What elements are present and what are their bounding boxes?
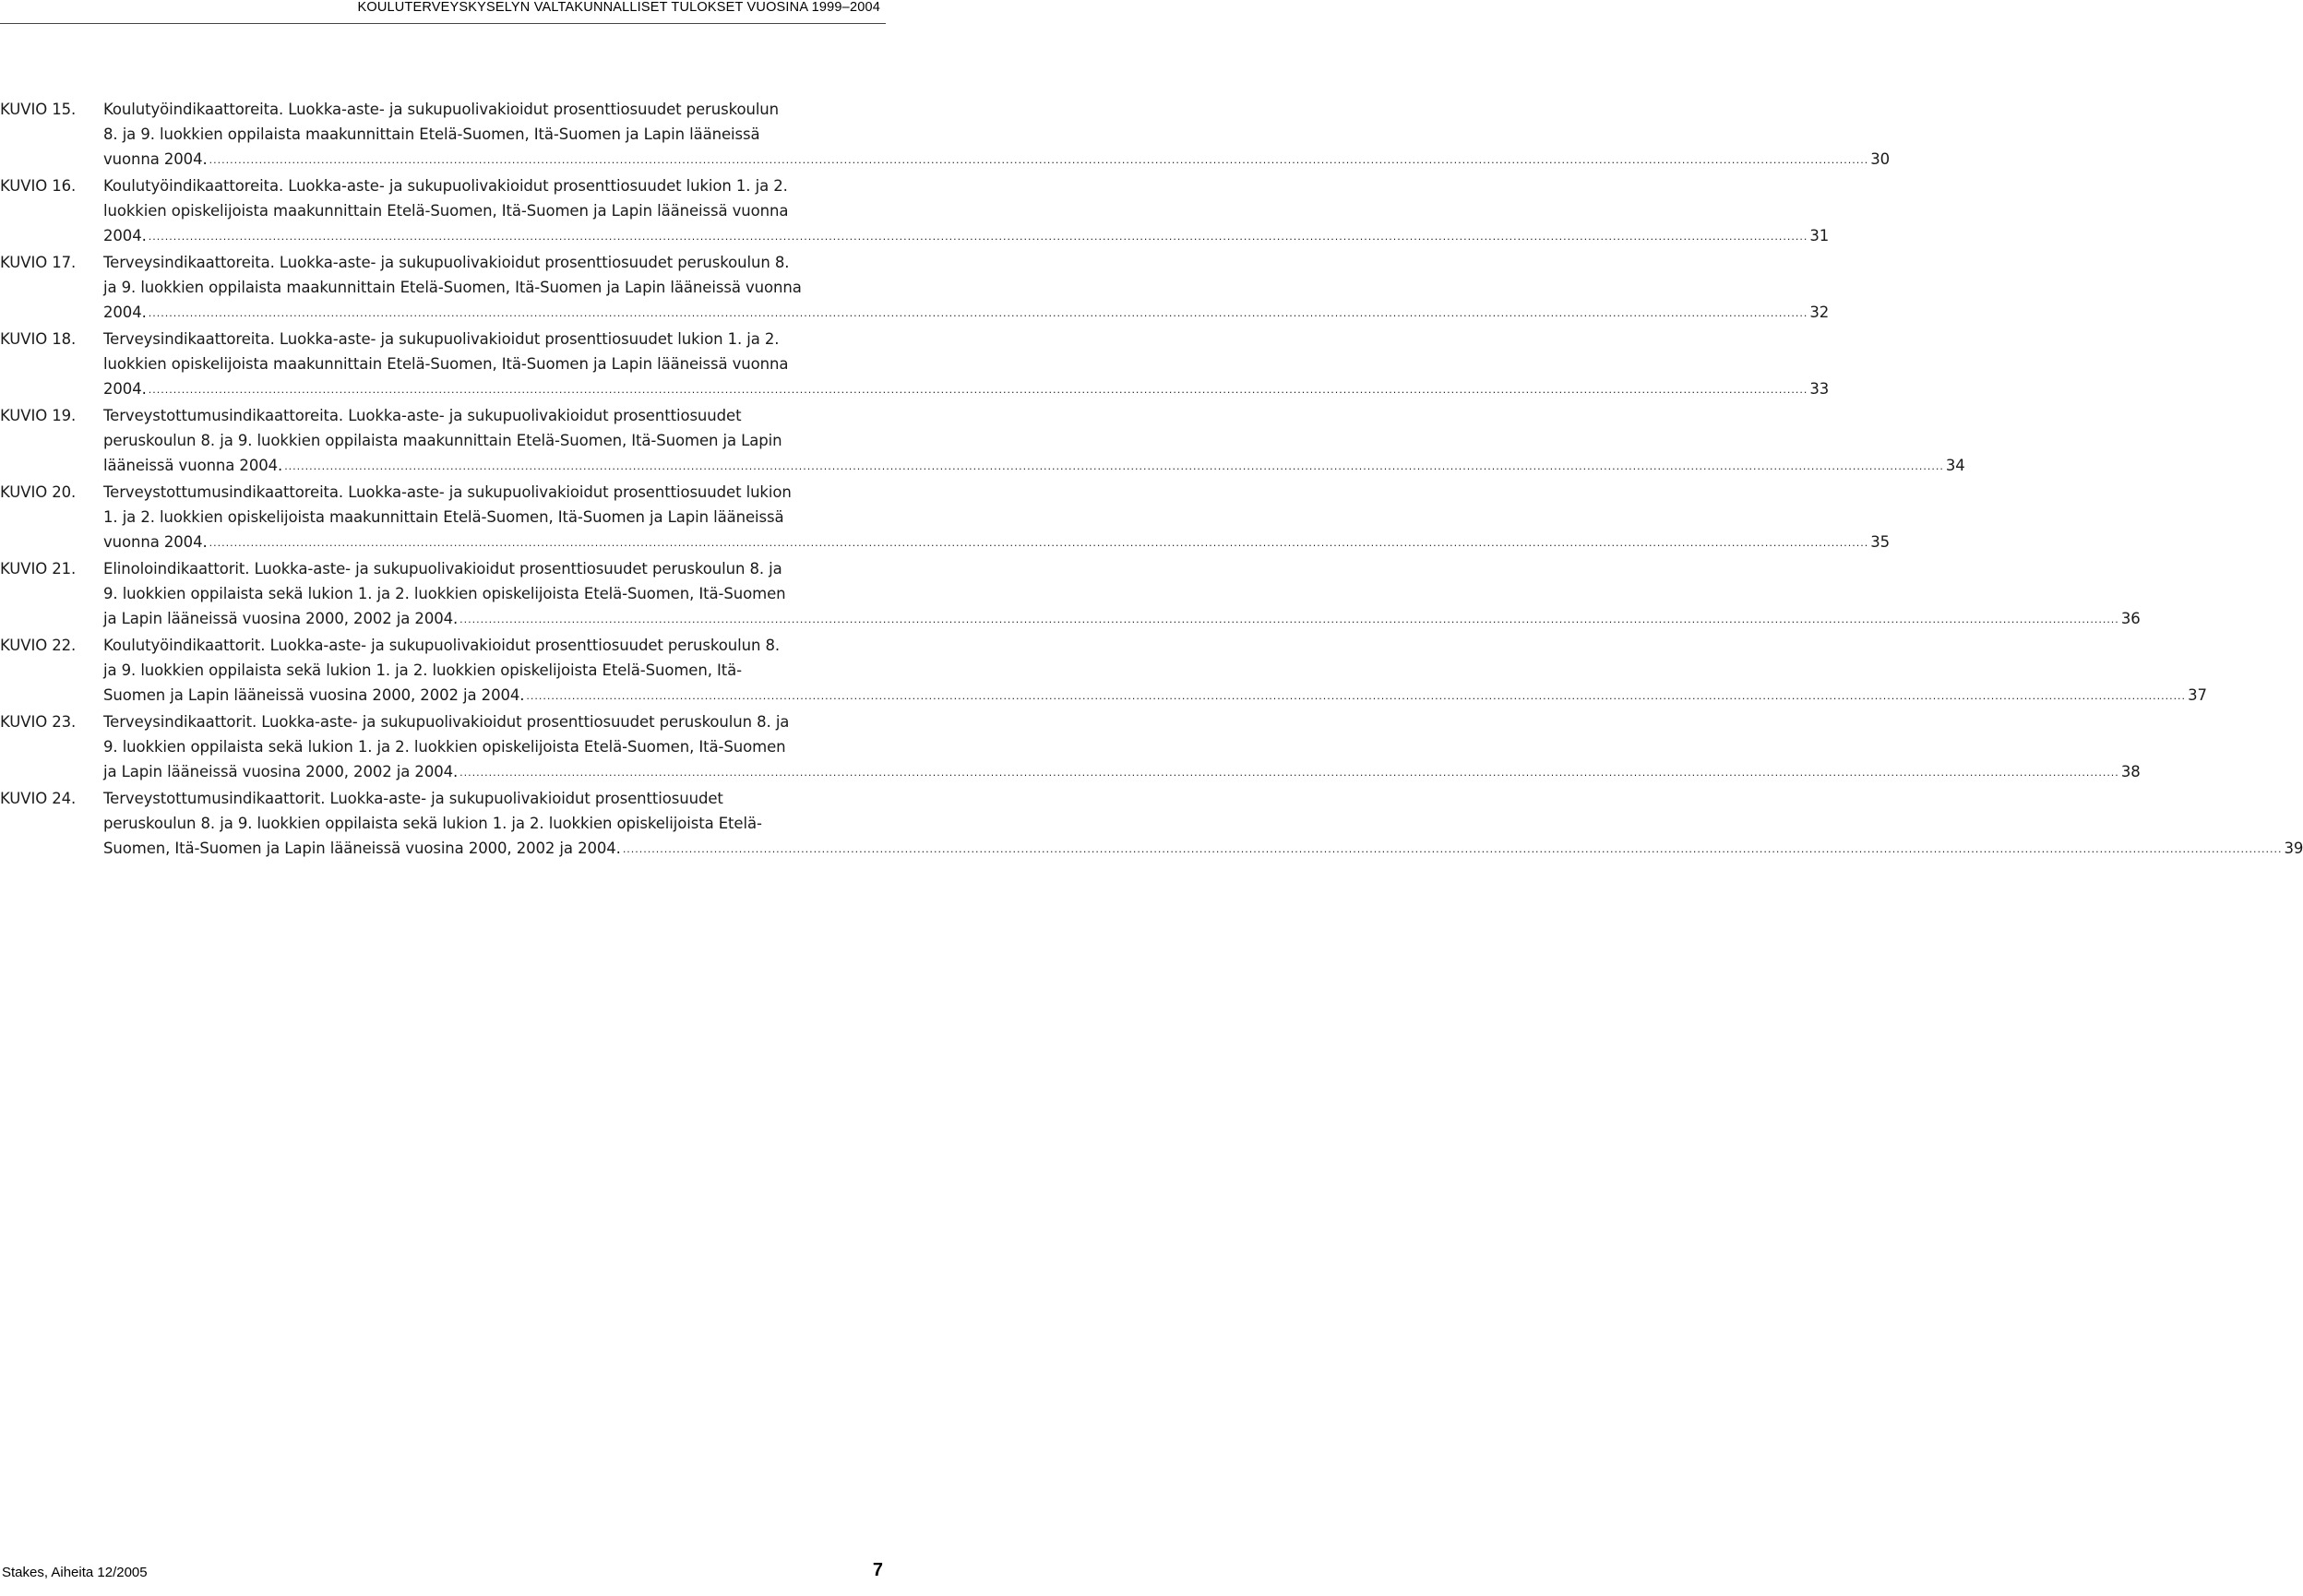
figure-label: KUVIO 19. [0, 407, 77, 424]
figure-caption [103, 97, 1890, 173]
page-number[interactable]: 37 [2188, 686, 2207, 704]
page-number[interactable]: 39 [2284, 840, 2303, 857]
caption-line: Koulutyöindikaattorit. Luokka-aste- ja sukupuolivakioidut prosenttiosuudet peruskoulun 8. [103, 637, 781, 654]
caption-line: peruskoulun 8. ja 9. luokkien oppilaista sekä lukion 1. ja 2. luokkien opiskelijoista Etelä- [103, 815, 762, 832]
caption-line: Terveystottumusindikaattorit. Luokka-aste- ja sukupuolivakioidut prosenttiosuudet [103, 790, 723, 807]
figure-label: KUVIO 15. [0, 101, 77, 118]
caption-line: 8. ja 9. luokkien oppilaista maakunnittain Etelä-Suomen, Itä-Suomen ja Lapin lääneissä [103, 125, 760, 143]
dot-leader: ................................................................................................................................................................................................................................................................................................................................................................................................................ [526, 690, 2187, 702]
caption-line [103, 376, 1829, 403]
dot-leader: ................................................................................................................................................................................................................................................................................................................................................................................................................ [148, 307, 1808, 319]
caption-line [103, 530, 1890, 556]
dot-leader: ................................................................................................................................................................................................................................................................................................................................................................................................................ [622, 843, 2283, 855]
figure-caption [103, 327, 1829, 403]
footer-publication: Stakes, Aiheita 12/2005 [2, 1565, 148, 1580]
dot-leader: ................................................................................................................................................................................................................................................................................................................................................................................................................ [148, 384, 1808, 396]
caption-line-text: vuonna 2004. [103, 150, 208, 168]
caption-line [103, 759, 2141, 786]
figure-caption [103, 709, 2141, 786]
figure-label: KUVIO 24. [0, 790, 77, 807]
caption-line-text: lääneissä vuonna 2004. [103, 457, 283, 474]
dot-leader: ................................................................................................................................................................................................................................................................................................................................................................................................................ [209, 537, 1869, 549]
figure-caption [103, 403, 1965, 480]
figure-caption [103, 480, 1890, 556]
figure-list [0, 97, 2303, 863]
caption-line-text: vuonna 2004. [103, 533, 208, 551]
caption-line-text: 2004. [103, 227, 147, 244]
caption-line-text: 2004. [103, 380, 147, 398]
page-number[interactable]: 31 [1809, 227, 1830, 244]
dot-leader: ................................................................................................................................................................................................................................................................................................................................................................................................................ [459, 767, 2119, 779]
figure-label: KUVIO 16. [0, 177, 77, 195]
caption-line [103, 453, 1965, 480]
caption-line [103, 147, 1890, 173]
dot-leader: ................................................................................................................................................................................................................................................................................................................................................................................................................ [459, 613, 2119, 625]
caption-line-text: 2004. [103, 304, 147, 321]
caption-line [103, 300, 1829, 327]
page-number[interactable]: 33 [1809, 380, 1830, 398]
caption-line: luokkien opiskelijoista maakunnittain Etelä-Suomen, Itä-Suomen ja Lapin lääneissä vuonna [103, 202, 789, 220]
caption-line: Koulutyöindikaattoreita. Luokka-aste- ja sukupuolivakioidut prosenttiosuudet peruskoulun [103, 101, 780, 118]
page-number[interactable]: 36 [2120, 610, 2141, 627]
caption-line: peruskoulun 8. ja 9. luokkien oppilaista maakunnittain Etelä-Suomen, Itä-Suomen ja Lapin [103, 432, 782, 449]
caption-line: Koulutyöindikaattoreita. Luokka-aste- ja sukupuolivakioidut prosenttiosuudet lukion 1. ja 2. [103, 177, 788, 195]
figure-label: KUVIO 17. [0, 254, 77, 271]
page-number[interactable]: 30 [1870, 150, 1891, 168]
figure-caption [103, 556, 2141, 633]
figure-caption [103, 633, 2207, 709]
caption-line: Elinoloindikaattorit. Luokka-aste- ja sukupuolivakioidut prosenttiosuudet peruskoulun 8. ja [103, 560, 782, 578]
caption-line-text: ja Lapin lääneissä vuosina 2000, 2002 ja 2004. [103, 610, 459, 627]
figure-label: KUVIO 23. [0, 713, 77, 731]
dot-leader: ................................................................................................................................................................................................................................................................................................................................................................................................................ [209, 154, 1869, 166]
dot-leader: ................................................................................................................................................................................................................................................................................................................................................................................................................ [148, 231, 1808, 243]
figure-label: KUVIO 21. [0, 560, 77, 578]
caption-line-text: Suomen ja Lapin lääneissä vuosina 2000, 2002 ja 2004. [103, 686, 525, 704]
toc-entry[interactable] [0, 709, 2141, 786]
caption-line: 9. luokkien oppilaista sekä lukion 1. ja 2. luokkien opiskelijoista Etelä-Suomen, Itä-Suomen [103, 738, 786, 756]
caption-line: Terveystottumusindikaattoreita. Luokka-aste- ja sukupuolivakioidut prosenttiosuudet [103, 407, 742, 424]
figure-label: KUVIO 22. [0, 637, 77, 654]
page-number[interactable]: 32 [1809, 304, 1830, 321]
figure-caption [103, 173, 1829, 250]
toc-entry[interactable] [0, 786, 2303, 863]
toc-entry[interactable] [0, 327, 1830, 403]
caption-line [103, 223, 1829, 250]
figure-caption [103, 250, 1829, 327]
caption-line: luokkien opiskelijoista maakunnittain Etelä-Suomen, Itä-Suomen ja Lapin lääneissä vuonna [103, 355, 789, 373]
toc-entry[interactable] [0, 556, 2141, 633]
toc-entry[interactable] [0, 250, 1830, 327]
caption-line: 1. ja 2. luokkien opiskelijoista maakunnittain Etelä-Suomen, Itä-Suomen ja Lapin lääneissä [103, 508, 784, 526]
caption-line: Terveysindikaattorit. Luokka-aste- ja sukupuolivakioidut prosenttiosuudet peruskoulun 8. ja [103, 713, 790, 731]
page-number[interactable]: 34 [1945, 457, 1965, 474]
caption-line: 9. luokkien oppilaista sekä lukion 1. ja 2. luokkien opiskelijoista Etelä-Suomen, Itä-Suomen [103, 585, 786, 602]
figure-label: KUVIO 20. [0, 483, 77, 501]
figure-label: KUVIO 18. [0, 330, 77, 348]
toc-entry[interactable] [0, 173, 1830, 250]
toc-entry[interactable] [0, 97, 1891, 173]
running-header-title: KOULUTERVEYSKYSELYN VALTAKUNNALLISET TULOKSET VUOSINA 1999–2004 [357, 0, 880, 15]
caption-line [103, 683, 2207, 709]
caption-line: Terveysindikaattoreita. Luokka-aste- ja sukupuolivakioidut prosenttiosuudet peruskoulun 8. [103, 254, 790, 271]
caption-line [103, 836, 2303, 863]
caption-line [103, 606, 2141, 633]
footer-page-number: 7 [872, 1560, 883, 1580]
caption-line: Terveystottumusindikaattoreita. Luokka-aste- ja sukupuolivakioidut prosenttiosuudet lukion [103, 483, 792, 501]
caption-line-text: Suomen, Itä-Suomen ja Lapin lääneissä vuosina 2000, 2002 ja 2004. [103, 840, 621, 857]
toc-entry[interactable] [0, 480, 1891, 556]
page-number[interactable]: 35 [1870, 533, 1891, 551]
toc-entry[interactable] [0, 403, 1965, 480]
toc-entry[interactable] [0, 633, 2207, 709]
caption-line: ja 9. luokkien oppilaista maakunnittain Etelä-Suomen, Itä-Suomen ja Lapin lääneissä vuonna [103, 279, 802, 296]
running-header [0, 0, 886, 24]
caption-line: ja 9. luokkien oppilaista sekä lukion 1. ja 2. luokkien opiskelijoista Etelä-Suomen, Itä- [103, 661, 743, 679]
dot-leader: ................................................................................................................................................................................................................................................................................................................................................................................................................ [284, 460, 1944, 472]
page-number[interactable]: 38 [2120, 763, 2141, 780]
caption-line-text: ja Lapin lääneissä vuosina 2000, 2002 ja 2004. [103, 763, 459, 780]
figure-caption [103, 786, 2303, 863]
caption-line: Terveysindikaattoreita. Luokka-aste- ja sukupuolivakioidut prosenttiosuudet lukion 1. ja 2. [103, 330, 780, 348]
